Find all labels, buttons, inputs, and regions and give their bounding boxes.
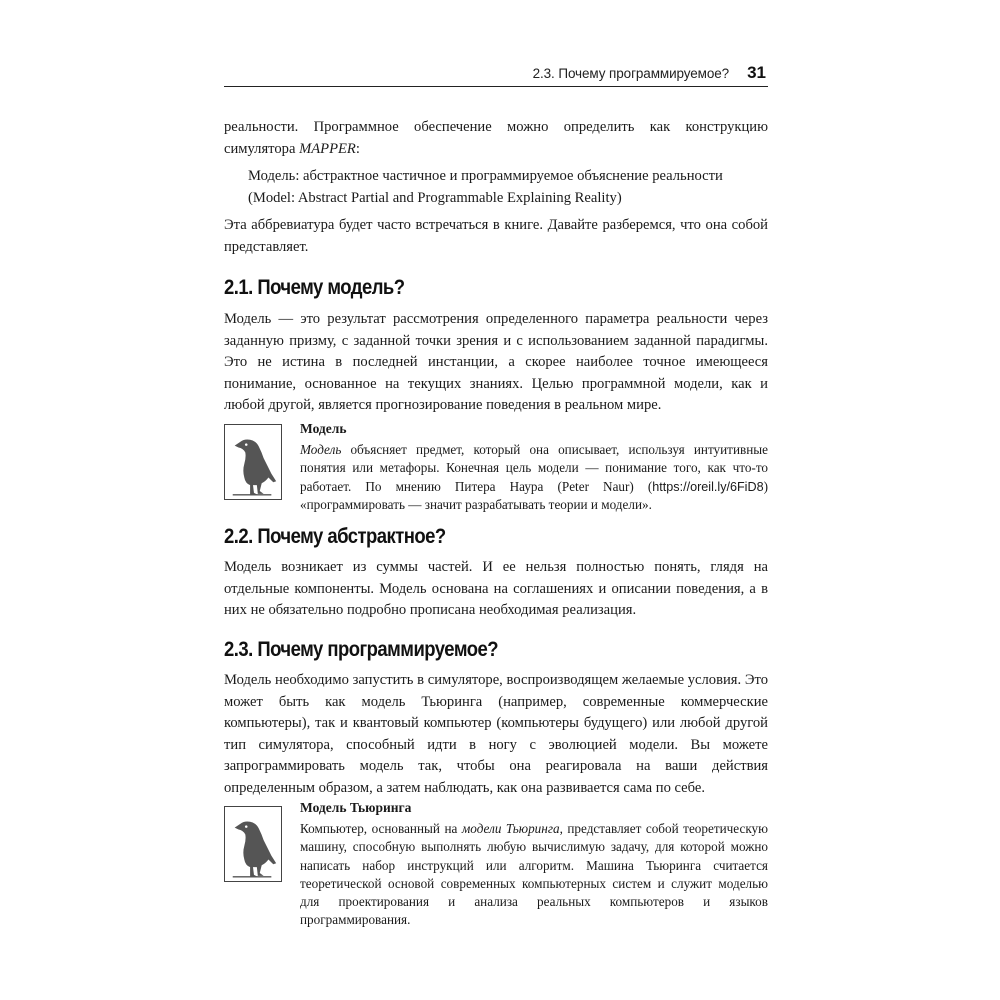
- mapper-definition-quote: Модель: абстрактное частичное и программируемое объяснение реальности (Model: Abstract Partial and Programmable Explaining Reality): [248, 168, 723, 206]
- note-model-body: [300, 419, 768, 514]
- crow-icon: [224, 806, 282, 882]
- note-model-title: Модель: [300, 421, 347, 436]
- page-number: 31: [747, 63, 766, 82]
- note-turing-text: Компьютер, основанный на модели Тьюринга, представляет собой теоретическую машину, способную выполнять любую вычислимую задачу, для которой можно написать набор инструкций или алгоритм. Машина Тьюринга считается теоретической основой современных компьютерных систем и служит моделью для проектирования и анализа реальных компьютеров и языков программирования.: [300, 821, 768, 928]
- intro-paragraph-2: Эта аббревиатура будет часто встречаться в книге. Давайте разберемся, что она собой представляет.: [224, 217, 768, 255]
- note-turing-body: [300, 798, 768, 930]
- section-2-3-paragraph: Модель необходимо запустить в симуляторе, воспроизводящем желаемые условия. Это может быть как модель Тьюринга (например, современные коммерческие компьютеры), так и квантовый компьютер (компьютеры будущего) или любой другой тип симулятора, способный идти в ногу с эволюцией модели. Вы можете запрограммировать модель так, чтобы она реагировала на ваши действия определенным образом, а затем наблюдать, как она развивается сама по себе.: [224, 672, 768, 796]
- section-heading-2-3: 2.3. Почему программируемое?: [224, 638, 498, 661]
- section-2-1-paragraph: Модель — это результат рассмотрения определенного параметра реальности через заданную призму, с заданной точки зрения и с использованием заданной парадигмы. Это не истина в последней инстанции, а скорее наиболее точное имеющееся понимание, основанное на текущих знаниях. Целью программной модели, как и любой другой, является прогнозирование поведения в реальном мире.: [224, 311, 768, 414]
- naur-link[interactable]: https://oreil.ly/6FiD8: [652, 479, 764, 494]
- section-heading-2-1: 2.1. Почему модель?: [224, 276, 405, 299]
- crow-icon: [224, 424, 282, 500]
- section-2-2-paragraph: Модель возникает из суммы частей. И ее нельзя полностью понять, глядя на отдельные компоненты. Модель основана на соглашениях и описании поведения, а в них не обязательно подробно прописана необходимая реализация.: [224, 559, 768, 619]
- running-header-title: 2.3. Почему программируемое?: [532, 65, 730, 81]
- section-heading-2-2: 2.2. Почему абстрактное?: [224, 525, 446, 548]
- note-model-text: Модель объясняет предмет, который она описывает, используя интуитивные понятия или метафоры. Конечная цель модели — понимание того, как что-то работает. По мнению Питера Наура (Peter Naur) (https://oreil.ly/6FiD8) «программировать — значит разрабатывать теории и модели».: [300, 442, 768, 512]
- mapper-term: MAPPER: [299, 140, 356, 157]
- running-header: [224, 60, 768, 87]
- note-turing-title: Модель Тьюринга: [300, 800, 412, 815]
- book-page: [224, 0, 772, 1000]
- intro-paragraph: реальности. Программное обеспечение можно определить как конструкцию симулятора MAPPER:: [224, 119, 768, 157]
